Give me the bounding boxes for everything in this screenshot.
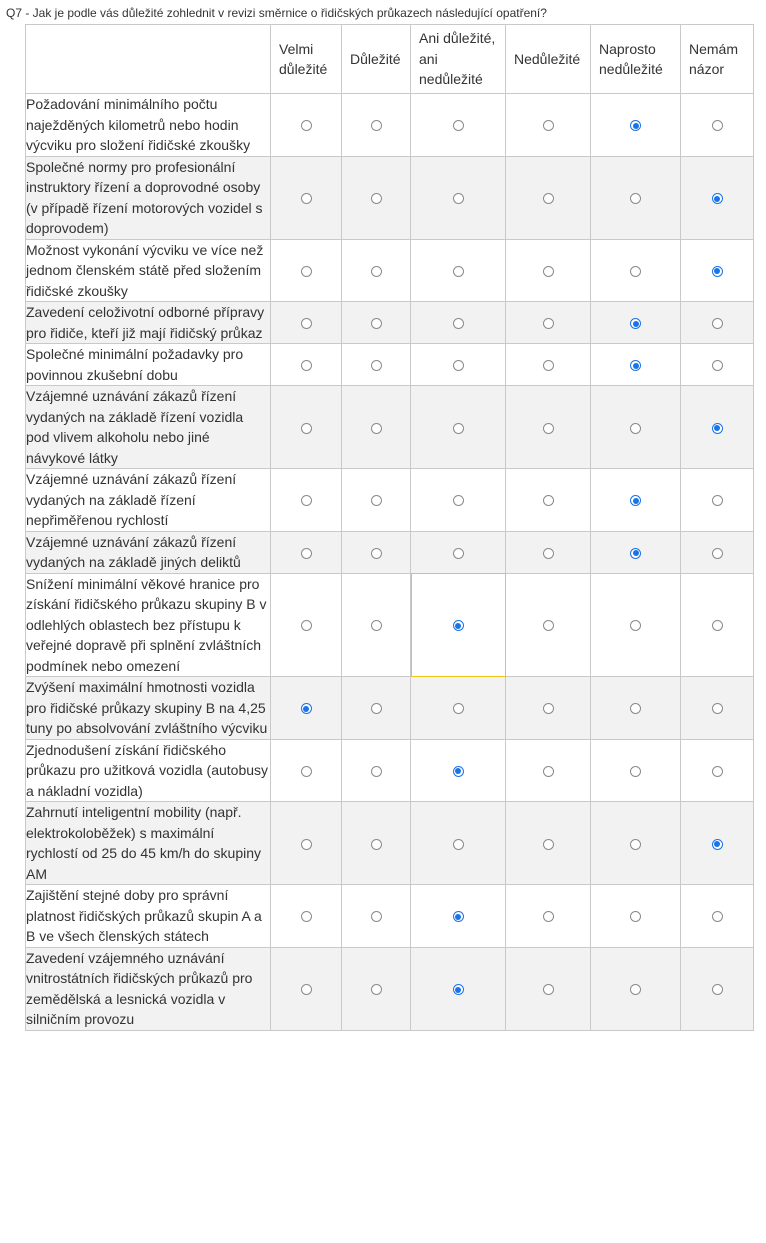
radio-important[interactable] [371,495,382,506]
option-cell-unimportant[interactable] [506,239,591,302]
radio-unimportant[interactable] [543,193,554,204]
radio-no-opinion[interactable] [712,911,723,922]
option-cell-important[interactable] [342,302,411,344]
radio-no-opinion[interactable] [712,120,723,131]
radio-important[interactable] [371,266,382,277]
option-cell-no-opinion[interactable] [681,156,754,239]
option-cell-unimportant[interactable] [506,302,591,344]
option-cell-unimportant[interactable] [506,386,591,469]
column-header-important: Důležité [342,25,411,94]
radio-very-important[interactable] [301,839,312,850]
radio-neutral[interactable] [453,839,464,850]
column-header-unimportant: Nedůležité [506,25,591,94]
matrix-row [26,302,754,344]
option-cell-important[interactable] [342,156,411,239]
option-cell-unimportant[interactable] [506,802,591,885]
row-statement: Zahrnutí inteligentní mobility (např. elektrokoloběžek) s maximální rychlostí od 25 do 45 km/h do skupiny AM [26,802,271,885]
radio-very-important[interactable] [301,495,312,506]
radio-no-opinion[interactable] [712,495,723,506]
option-cell-neutral[interactable] [411,802,506,885]
option-cell-unimportant[interactable] [506,573,591,677]
option-cell-neutral[interactable] [411,386,506,469]
header-row [26,25,754,94]
radio-neutral[interactable] [453,423,464,434]
option-cell-no-opinion[interactable] [681,802,754,885]
option-cell-not-important-at-all[interactable] [591,531,681,573]
option-cell-very-important[interactable] [271,386,342,469]
option-cell-neutral[interactable] [411,885,506,948]
option-cell-no-opinion[interactable] [681,573,754,677]
option-cell-important[interactable] [342,802,411,885]
option-cell-neutral[interactable] [411,94,506,157]
option-cell-very-important[interactable] [271,239,342,302]
option-cell-no-opinion[interactable] [681,344,754,386]
option-cell-neutral[interactable] [411,344,506,386]
matrix-row [26,802,754,885]
option-cell-unimportant[interactable] [506,344,591,386]
option-cell-neutral[interactable] [411,739,506,802]
option-cell-neutral[interactable] [411,239,506,302]
radio-no-opinion[interactable] [712,620,723,631]
radio-unimportant[interactable] [543,495,554,506]
option-cell-very-important[interactable] [271,156,342,239]
radio-neutral[interactable] [453,193,464,204]
option-cell-neutral[interactable] [411,531,506,573]
row-statement: Vzájemné uznávání zákazů řízení vydaných na základě řízení nepřiměřenou rychlostí [26,469,271,532]
option-cell-important[interactable] [342,531,411,573]
matrix-row [26,156,754,239]
row-statement: Zavedení vzájemného uznávání vnitrostátních řidičských průkazů pro zemědělská a lesnická vozidla v silničním provozu [26,947,271,1030]
radio-neutral[interactable] [453,620,464,631]
radio-unimportant[interactable] [543,984,554,995]
radio-unimportant[interactable] [543,423,554,434]
radio-unimportant[interactable] [543,318,554,329]
matrix-row [26,386,754,469]
option-cell-no-opinion[interactable] [681,739,754,802]
radio-not-important-at-all[interactable] [630,360,641,371]
option-cell-not-important-at-all[interactable] [591,802,681,885]
row-statement: Vzájemné uznávání zákazů řízení vydaných na základě řízení vozidla pod vlivem alkoholu nebo jiné návykové látky [26,386,271,469]
radio-not-important-at-all[interactable] [630,193,641,204]
option-cell-very-important[interactable] [271,344,342,386]
option-cell-important[interactable] [342,739,411,802]
radio-neutral[interactable] [453,318,464,329]
option-cell-neutral[interactable] [411,302,506,344]
radio-neutral[interactable] [453,495,464,506]
radio-important[interactable] [371,766,382,777]
option-cell-not-important-at-all[interactable] [591,386,681,469]
option-cell-very-important[interactable] [271,94,342,157]
radio-unimportant[interactable] [543,839,554,850]
option-cell-unimportant[interactable] [506,739,591,802]
option-cell-neutral[interactable] [411,947,506,1030]
matrix-row [26,947,754,1030]
option-cell-unimportant[interactable] [506,885,591,948]
option-cell-very-important[interactable] [271,531,342,573]
radio-no-opinion[interactable] [712,193,723,204]
option-cell-unimportant[interactable] [506,947,591,1030]
row-statement: Zvýšení maximální hmotnosti vozidla pro řidičské průkazy skupiny B na 4,25 tuny po absolvování zvláštního výcviku [26,677,271,740]
radio-very-important[interactable] [301,423,312,434]
option-cell-very-important[interactable] [271,469,342,532]
radio-not-important-at-all[interactable] [630,703,641,714]
option-cell-important[interactable] [342,344,411,386]
option-cell-very-important[interactable] [271,739,342,802]
option-cell-no-opinion[interactable] [681,386,754,469]
option-cell-no-opinion[interactable] [681,239,754,302]
option-cell-not-important-at-all[interactable] [591,947,681,1030]
option-cell-unimportant[interactable] [506,531,591,573]
option-cell-not-important-at-all[interactable] [591,302,681,344]
option-cell-not-important-at-all[interactable] [591,739,681,802]
option-cell-no-opinion[interactable] [681,94,754,157]
radio-not-important-at-all[interactable] [630,766,641,777]
row-statement: Možnost vykonání výcviku ve více než jednom členském státě před složením řidičské zkoušky [26,239,271,302]
radio-not-important-at-all[interactable] [630,620,641,631]
radio-not-important-at-all[interactable] [630,495,641,506]
radio-no-opinion[interactable] [712,984,723,995]
row-statement: Snížení minimální věkové hranice pro získání řidičského průkazu skupiny B v odlehlých oblastech bez přístupu k veřejné dopravě při splnění zvláštních podmínek nebo omezení [26,573,271,677]
option-cell-important[interactable] [342,94,411,157]
row-statement: Požadování minimálního počtu naježděných kilometrů nebo hodin výcviku pro složení řidičské zkoušky [26,94,271,157]
header-statement-cell [26,25,271,94]
column-header-no-opinion: Nemám názor [681,25,754,94]
radio-very-important[interactable] [301,193,312,204]
radio-no-opinion[interactable] [712,703,723,714]
option-cell-not-important-at-all[interactable] [591,469,681,532]
column-header-very-important: Velmi důležité [271,25,342,94]
radio-very-important[interactable] [301,120,312,131]
radio-very-important[interactable] [301,318,312,329]
radio-no-opinion[interactable] [712,548,723,559]
option-cell-not-important-at-all[interactable] [591,573,681,677]
radio-not-important-at-all[interactable] [630,266,641,277]
column-header-neutral: Ani důležité, ani nedůležité [411,25,506,94]
radio-very-important[interactable] [301,911,312,922]
radio-important[interactable] [371,120,382,131]
option-cell-important[interactable] [342,239,411,302]
radio-unimportant[interactable] [543,766,554,777]
option-cell-neutral[interactable] [411,573,506,677]
radio-not-important-at-all[interactable] [630,120,641,131]
radio-not-important-at-all[interactable] [630,318,641,329]
option-cell-very-important[interactable] [271,573,342,677]
row-statement: Vzájemné uznávání zákazů řízení vydaných na základě jiných deliktů [26,531,271,573]
option-cell-no-opinion[interactable] [681,947,754,1030]
row-statement: Společné minimální požadavky pro povinnou zkušební dobu [26,344,271,386]
row-statement: Společné normy pro profesionální instruktory řízení a doprovodné osoby (v případě řízení motorových vozidel s doprovodem) [26,156,271,239]
radio-unimportant[interactable] [543,911,554,922]
radio-important[interactable] [371,984,382,995]
option-cell-not-important-at-all[interactable] [591,239,681,302]
radio-unimportant[interactable] [543,120,554,131]
option-cell-neutral[interactable] [411,469,506,532]
radio-not-important-at-all[interactable] [630,984,641,995]
row-statement: Zavedení celoživotní odborné přípravy pro řidiče, kteří již mají řidičský průkaz [26,302,271,344]
radio-neutral[interactable] [453,766,464,777]
radio-no-opinion[interactable] [712,839,723,850]
option-cell-important[interactable] [342,885,411,948]
radio-important[interactable] [371,318,382,329]
radio-important[interactable] [371,911,382,922]
radio-very-important[interactable] [301,703,312,714]
option-cell-no-opinion[interactable] [681,302,754,344]
option-cell-important[interactable] [342,947,411,1030]
radio-important[interactable] [371,703,382,714]
matrix-row [26,239,754,302]
option-cell-no-opinion[interactable] [681,677,754,740]
radio-unimportant[interactable] [543,360,554,371]
radio-neutral[interactable] [453,984,464,995]
option-cell-very-important[interactable] [271,885,342,948]
option-cell-very-important[interactable] [271,677,342,740]
radio-no-opinion[interactable] [712,266,723,277]
option-cell-unimportant[interactable] [506,677,591,740]
option-cell-no-opinion[interactable] [681,469,754,532]
radio-important[interactable] [371,839,382,850]
option-cell-unimportant[interactable] [506,94,591,157]
radio-no-opinion[interactable] [712,423,723,434]
radio-important[interactable] [371,360,382,371]
radio-unimportant[interactable] [543,548,554,559]
radio-unimportant[interactable] [543,703,554,714]
matrix-row [26,469,754,532]
radio-not-important-at-all[interactable] [630,423,641,434]
option-cell-neutral[interactable] [411,156,506,239]
radio-no-opinion[interactable] [712,766,723,777]
radio-very-important[interactable] [301,548,312,559]
option-cell-very-important[interactable] [271,947,342,1030]
radio-not-important-at-all[interactable] [630,548,641,559]
option-cell-not-important-at-all[interactable] [591,677,681,740]
radio-neutral[interactable] [453,266,464,277]
radio-important[interactable] [371,548,382,559]
option-cell-unimportant[interactable] [506,469,591,532]
option-cell-not-important-at-all[interactable] [591,94,681,157]
option-cell-no-opinion[interactable] [681,885,754,948]
option-cell-important[interactable] [342,573,411,677]
option-cell-unimportant[interactable] [506,156,591,239]
radio-very-important[interactable] [301,620,312,631]
matrix-row [26,344,754,386]
radio-neutral[interactable] [453,548,464,559]
row-statement: Zjednodušení získání řidičského průkazu pro užitková vozidla (autobusy a nákladní vozidla) [26,739,271,802]
radio-very-important[interactable] [301,766,312,777]
matrix-row [26,739,754,802]
column-header-not-important-at-all: Naprosto nedůležité [591,25,681,94]
radio-neutral[interactable] [453,911,464,922]
radio-important[interactable] [371,193,382,204]
option-cell-very-important[interactable] [271,802,342,885]
radio-unimportant[interactable] [543,266,554,277]
matrix-row [26,885,754,948]
option-cell-important[interactable] [342,386,411,469]
option-cell-important[interactable] [342,677,411,740]
option-cell-very-important[interactable] [271,302,342,344]
matrix-question-table [25,24,754,1031]
option-cell-not-important-at-all[interactable] [591,885,681,948]
radio-unimportant[interactable] [543,620,554,631]
row-statement: Zajištění stejné doby pro správní platnost řidičských průkazů skupin A a B ve všech členských státech [26,885,271,948]
radio-important[interactable] [371,423,382,434]
radio-no-opinion[interactable] [712,360,723,371]
matrix-row [26,94,754,157]
option-cell-no-opinion[interactable] [681,531,754,573]
matrix-row [26,677,754,740]
radio-neutral[interactable] [453,703,464,714]
radio-not-important-at-all[interactable] [630,839,641,850]
radio-very-important[interactable] [301,360,312,371]
radio-neutral[interactable] [453,120,464,131]
radio-very-important[interactable] [301,266,312,277]
option-cell-important[interactable] [342,469,411,532]
option-cell-not-important-at-all[interactable] [591,156,681,239]
radio-important[interactable] [371,620,382,631]
question-text: Q7 - Jak je podle vás důležité zohlednit v revizi směrnice o řidičských průkazech následující opatření? [6,6,547,20]
radio-neutral[interactable] [453,360,464,371]
radio-no-opinion[interactable] [712,318,723,329]
radio-not-important-at-all[interactable] [630,911,641,922]
option-cell-neutral[interactable] [411,677,506,740]
option-cell-not-important-at-all[interactable] [591,344,681,386]
radio-very-important[interactable] [301,984,312,995]
matrix-row [26,573,754,677]
matrix-row [26,531,754,573]
